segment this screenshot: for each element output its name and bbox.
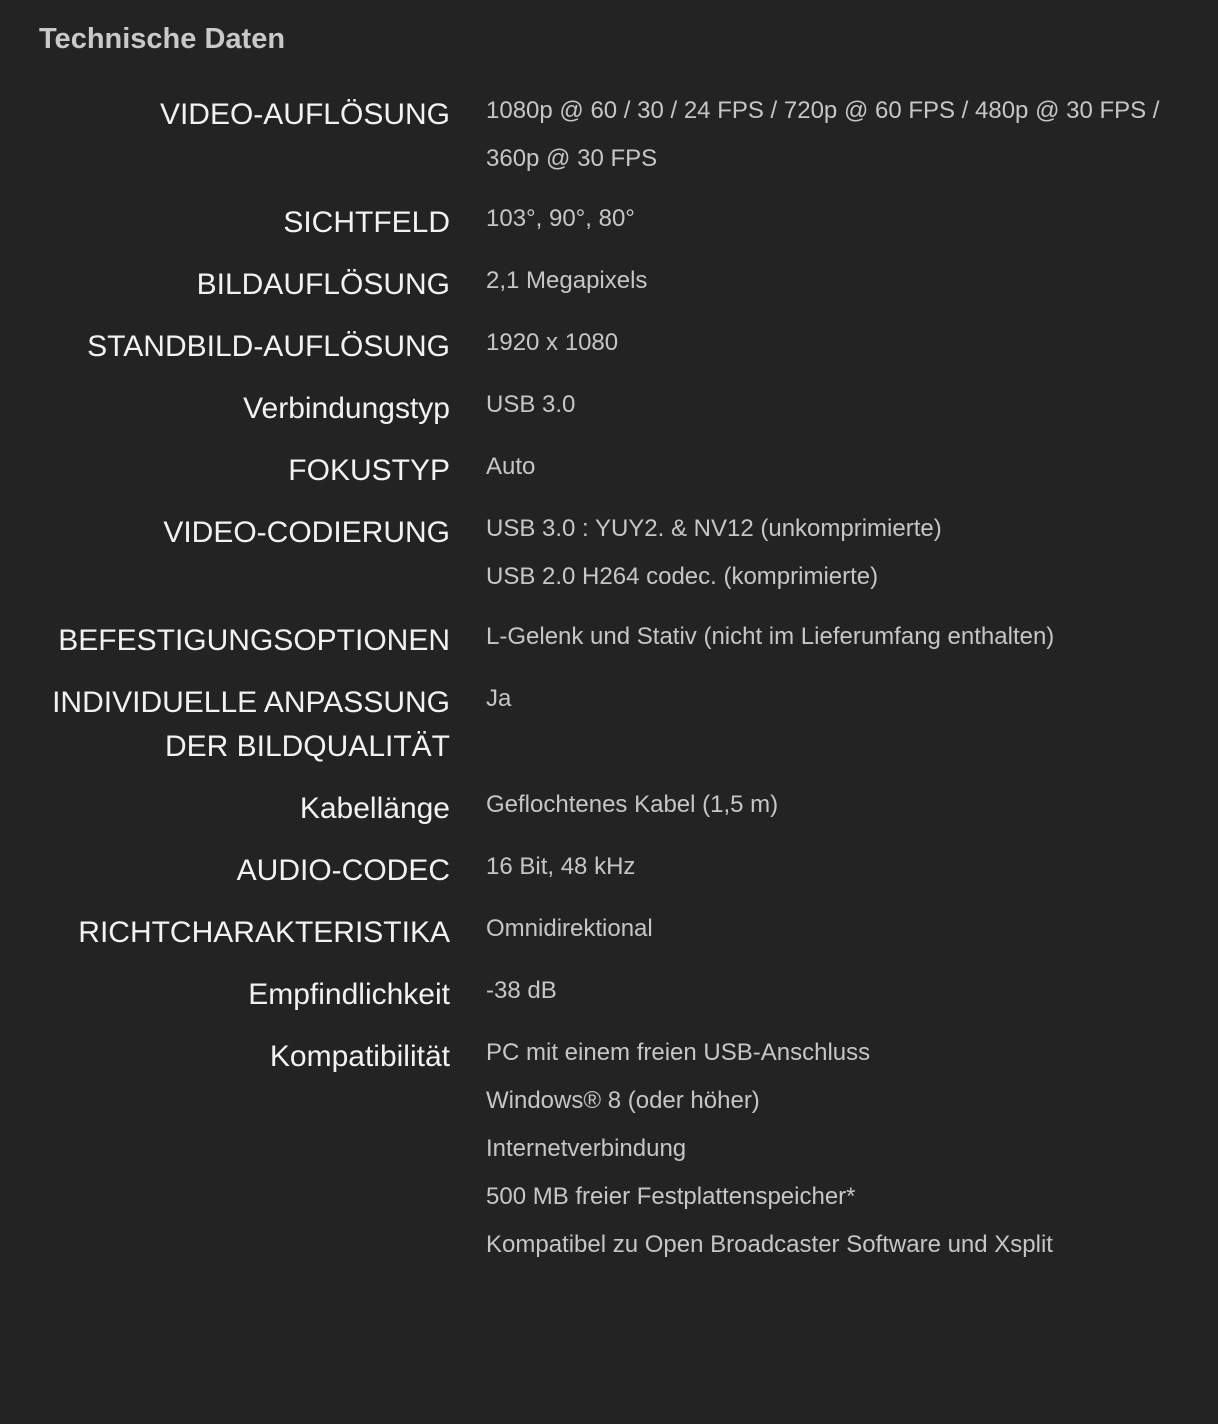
spec-value [486, 505, 1202, 601]
spec-label: STANDBILD-AUFLÖSUNG [87, 330, 450, 363]
spec-row [0, 99, 1218, 183]
spec-value-line: Omnidirektional [486, 915, 653, 942]
spec-label: INDIVIDUELLE ANPASSUNG DER BILDQUALITÄT [52, 686, 450, 763]
spec-value [486, 1029, 1202, 1269]
section-title: Technische Daten [39, 23, 286, 55]
spec-value [486, 381, 1202, 429]
spec-value [486, 319, 1202, 367]
spec-row [0, 1041, 1218, 1269]
spec-table [0, 99, 1218, 1269]
spec-value-line: 500 MB freier Festplattenspeicher* [486, 1183, 856, 1210]
spec-value-line: USB 3.0 : YUY2. & NV12 (unkomprimierte) [486, 515, 942, 542]
spec-label: Kabellänge [299, 792, 450, 825]
spec-value-line: 1920 x 1080 [486, 329, 619, 356]
spec-row [0, 331, 1218, 369]
spec-value-line: Internetverbindung [486, 1135, 687, 1162]
spec-value-line: Kompatibel zu Open Broadcaster Software und Xsplit [486, 1231, 1053, 1258]
spec-label: Empfindlichkeit [248, 978, 450, 1011]
spec-value [486, 613, 1202, 661]
spec-row [0, 625, 1218, 663]
spec-value [486, 675, 1202, 723]
spec-label: BILDAUFLÖSUNG [196, 268, 450, 301]
spec-label: VIDEO-CODIERUNG [163, 516, 450, 549]
spec-value-line: -38 dB [486, 977, 557, 1004]
spec-value-line: Auto [486, 453, 536, 480]
spec-row [0, 793, 1218, 831]
spec-value [486, 87, 1202, 183]
spec-value [486, 905, 1202, 953]
spec-row [0, 517, 1218, 601]
spec-row [0, 207, 1218, 245]
spec-value-line: USB 3.0 [486, 391, 576, 418]
spec-value-line: 103°, 90°, 80° [486, 205, 635, 232]
spec-label: RICHTCHARAKTERISTIKA [78, 916, 450, 949]
spec-value [486, 843, 1202, 891]
spec-value-line: Geflochtenes Kabel (1,5 m) [486, 791, 779, 818]
spec-row [0, 917, 1218, 955]
spec-value [486, 257, 1202, 305]
spec-label: Kompatibilität [269, 1040, 450, 1073]
spec-label: BEFESTIGUNGSOPTIONEN [58, 624, 450, 657]
spec-value [486, 443, 1202, 491]
spec-label: AUDIO-CODEC [236, 854, 450, 887]
spec-label: SICHTFELD [283, 206, 450, 239]
spec-value-line: 2,1 Megapixels [486, 267, 648, 294]
spec-value-line: PC mit einem freien USB-Anschluss [486, 1039, 871, 1066]
spec-value-line: 16 Bit, 48 kHz [486, 853, 636, 880]
spec-row [0, 687, 1218, 769]
spec-row [0, 979, 1218, 1017]
spec-value-line: USB 2.0 H264 codec. (komprimierte) [486, 563, 879, 590]
spec-value-line: L-Gelenk und Stativ (nicht im Lieferumfang enthalten) [486, 623, 1055, 650]
spec-label: VIDEO-AUFLÖSUNG [159, 98, 450, 131]
spec-label: FOKUSTYP [288, 454, 450, 487]
spec-value-line: Ja [486, 685, 512, 712]
spec-row [0, 393, 1218, 431]
spec-value-line: Windows® 8 (oder höher) [486, 1087, 760, 1114]
spec-row [0, 855, 1218, 893]
spec-label: Verbindungstyp [243, 392, 450, 425]
spec-value [486, 781, 1202, 829]
spec-row [0, 455, 1218, 493]
spec-value-line: 1080p @ 60 / 30 / 24 FPS / 720p @ 60 FPS / 480p @ 30 FPS / 360p @ 30 FPS [486, 97, 1160, 172]
spec-value [486, 195, 1202, 243]
spec-row [0, 269, 1218, 307]
spec-value [486, 967, 1202, 1015]
